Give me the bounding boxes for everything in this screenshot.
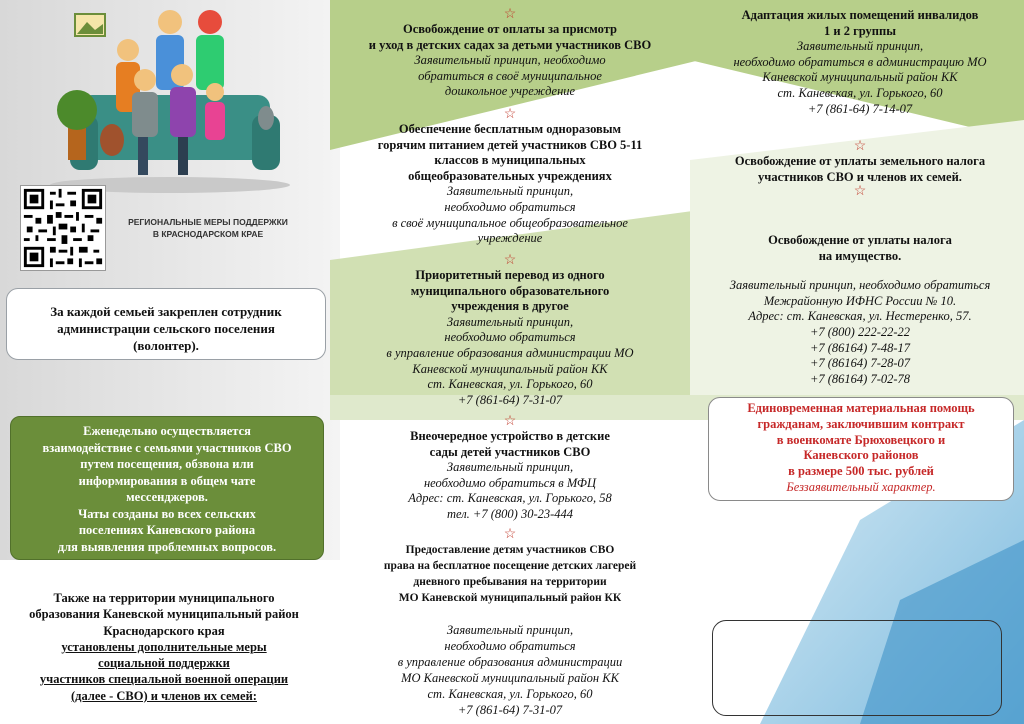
measure-detail: необходимо обратиться [444, 330, 576, 345]
lump-sum-line: Каневского районов [803, 448, 919, 463]
measure-title: Освобождение от уплаты земельного налога [734, 154, 986, 168]
measure-detail: ст. Каневская, ул. Горького, 60 [427, 377, 593, 392]
measure-title: общеобразовательных учреждениях [408, 168, 612, 183]
measure-detail: +7 (86164) 7-48-17 [809, 340, 911, 355]
measure-detail: +7 (800) 222-22-22 [809, 324, 911, 339]
measure-title: права на бесплатное посещение детских лагерей [383, 560, 637, 572]
measure-title: Предоставление детям участников СВО [405, 544, 615, 556]
measure-detail: дошкольное учреждение [444, 84, 576, 99]
measure-detail: МО Каневской муниципальный район КК [401, 671, 619, 685]
measure-detail: необходимо обратиться [444, 199, 576, 214]
measure-priority-transfer [340, 254, 680, 408]
measure-title: Обеспечение бесплатным одноразовым [398, 122, 622, 136]
measure-title: сады детей участников СВО [429, 444, 591, 459]
lump-sum-line: в военкомате Брюховецкого и [776, 432, 946, 447]
volunteer-line: За каждой семьей закреплен сотрудник [50, 304, 282, 319]
lump-sum-note: Беззаявительный характер. [786, 479, 936, 494]
volunteer-notice-box [6, 288, 326, 360]
measure-detail: необходимо обратиться [444, 639, 576, 653]
weekly-line: информирования в общем чате [78, 473, 256, 488]
measure-detail: Заявительный принцип, [796, 39, 924, 54]
weekly-line: поселениях Каневского района [78, 523, 256, 537]
measure-detail: ст. Каневская, ул. Горького, 60 [777, 85, 943, 100]
lump-sum-box [708, 397, 1014, 501]
measure-title: Адаптация жилых помещений инвалидов [741, 8, 979, 22]
measure-detail: Заявительный принцип, [446, 314, 574, 329]
measure-detail: в управление образования администрации МО [386, 345, 634, 360]
measure-detail: Заявительный принцип, [446, 184, 574, 199]
family-illustration [20, 0, 320, 195]
weekly-interaction-box [10, 416, 324, 560]
measure-title: Внеочередное устройство в детские [410, 429, 610, 443]
measure-detail: Заявительный принцип, [446, 460, 574, 475]
measure-detail: Заявительный принцип, необходимо [414, 53, 606, 68]
measure-detail: Каневской муниципальный район КК [412, 361, 608, 376]
measure-property-tax [700, 233, 1020, 387]
intro-line: установлены дополнительные меры [61, 639, 267, 654]
intro-line: участников специальной военной операции [39, 672, 289, 687]
lump-sum-line: в размере 500 тыс. рублей [788, 464, 934, 479]
intro-line: (далее - СВО) и членов их семей: [71, 688, 257, 703]
measure-detail: +7 (861-64) 7-31-07 [457, 392, 563, 407]
measure-detail: необходимо обратиться в МФЦ [423, 475, 597, 490]
measure-title: на имущество. [818, 248, 902, 263]
regional-caption-line: РЕГИОНАЛЬНЫЕ МЕРЫ ПОДДЕРЖКИ [128, 217, 288, 227]
regional-caption-line: В КРАСНОДАРСКОМ КРАЕ [152, 229, 264, 239]
lump-sum-line: гражданам, заключившим контракт [757, 416, 965, 431]
measure-title: участников СВО и членов их семей. [758, 169, 962, 184]
weekly-line: взаимодействие с семьями участников СВО [42, 440, 292, 455]
measure-detail: +7 (86164) 7-02-78 [809, 371, 911, 386]
weekly-line: Еженедельно осуществляется [83, 424, 251, 438]
measure-title: горячим питанием детей участников СВО 5-11 [377, 137, 643, 152]
lump-sum-line: Единовременная материальная помощь [747, 401, 975, 415]
measure-title: Освобождение от уплаты налога [768, 233, 952, 247]
measure-detail: Межрайонную ИФНС России № 10. [763, 293, 957, 308]
intro-line: образования Каневской муниципальный район [29, 607, 299, 622]
star-icon: ☆ [503, 527, 517, 542]
measure-kindergarten-fee [340, 8, 680, 100]
measure-detail: +7 (861-64) 7-31-07 [457, 703, 563, 717]
qr-code[interactable] [20, 185, 106, 271]
star-icon: ☆ [853, 184, 867, 200]
measure-title: дневного пребывания на территории [413, 576, 607, 588]
measure-detail: Адрес: ст. Каневская, ул. Горького, 58 [408, 491, 612, 506]
measure-detail: +7 (86164) 7-28-07 [809, 356, 911, 371]
star-icon: ☆ [503, 107, 517, 122]
measure-housing-adaptation [700, 8, 1020, 117]
measure-title: классов в муниципальных [434, 153, 586, 168]
measure-detail: ст. Каневская, ул. Горького, 60 [427, 687, 593, 701]
measure-detail: учреждение [477, 231, 543, 246]
measure-land-tax [700, 140, 1020, 199]
weekly-line: для выявления проблемных вопросов. [57, 539, 277, 554]
intro-text [8, 590, 320, 704]
weekly-line: мессенджеров. [126, 490, 208, 504]
flag-picture-icon [75, 14, 105, 36]
measure-title: МО Каневской муниципальный район КК [398, 592, 622, 604]
measure-detail: в управление образования администрации [397, 655, 623, 669]
measure-detail: тел. +7 (800) 30-23-444 [446, 506, 574, 521]
star-icon: ☆ [853, 139, 867, 154]
measure-detail: Каневской муниципальный район КК [762, 70, 958, 85]
measure-title: и уход в детских садах за детьми участников СВО [368, 37, 652, 52]
measure-kindergarten-priority [340, 415, 680, 523]
measure-detail: Заявительный принцип, необходимо обратиться [729, 278, 991, 293]
volunteer-line: (волонтер). [133, 338, 199, 353]
measure-title: 1 и 2 группы [824, 23, 896, 38]
star-icon: ☆ [503, 253, 517, 268]
measure-detail: Заявительный принцип, [446, 623, 574, 637]
measure-detail: +7 (861-64) 7-14-07 [807, 101, 913, 116]
measure-detail: Адрес: ст. Каневская, ул. Нестеренко, 57. [748, 309, 972, 324]
measure-title: учреждения в другое [451, 299, 569, 314]
measure-summer-camps [340, 528, 680, 718]
measure-title: муниципального образовательного [410, 283, 610, 298]
intro-line: социальной поддержки [98, 656, 230, 671]
empty-frame [712, 620, 1002, 716]
weekly-line: Чаты созданы во всех сельских [78, 506, 256, 521]
weekly-line: путем посещения, обзвона или [80, 457, 254, 471]
measure-title: Освобождение от оплаты за присмотр [403, 22, 617, 36]
measure-detail: необходимо обратиться в администрацию МО [733, 54, 987, 69]
intro-line: Краснодарского края [103, 623, 225, 638]
measure-free-meals [340, 108, 680, 247]
volunteer-line: администрации сельского поселения [57, 321, 275, 336]
regional-caption [108, 216, 308, 240]
star-icon: ☆ [503, 7, 517, 22]
intro-line: Также на территории муниципального [53, 591, 275, 605]
star-icon: ☆ [503, 414, 517, 429]
measure-detail: обратиться в своё муниципальное [418, 68, 602, 83]
measure-detail: в своё муниципальное общеобразовательное [392, 215, 628, 230]
measure-title: Приоритетный перевод из одного [415, 268, 605, 282]
